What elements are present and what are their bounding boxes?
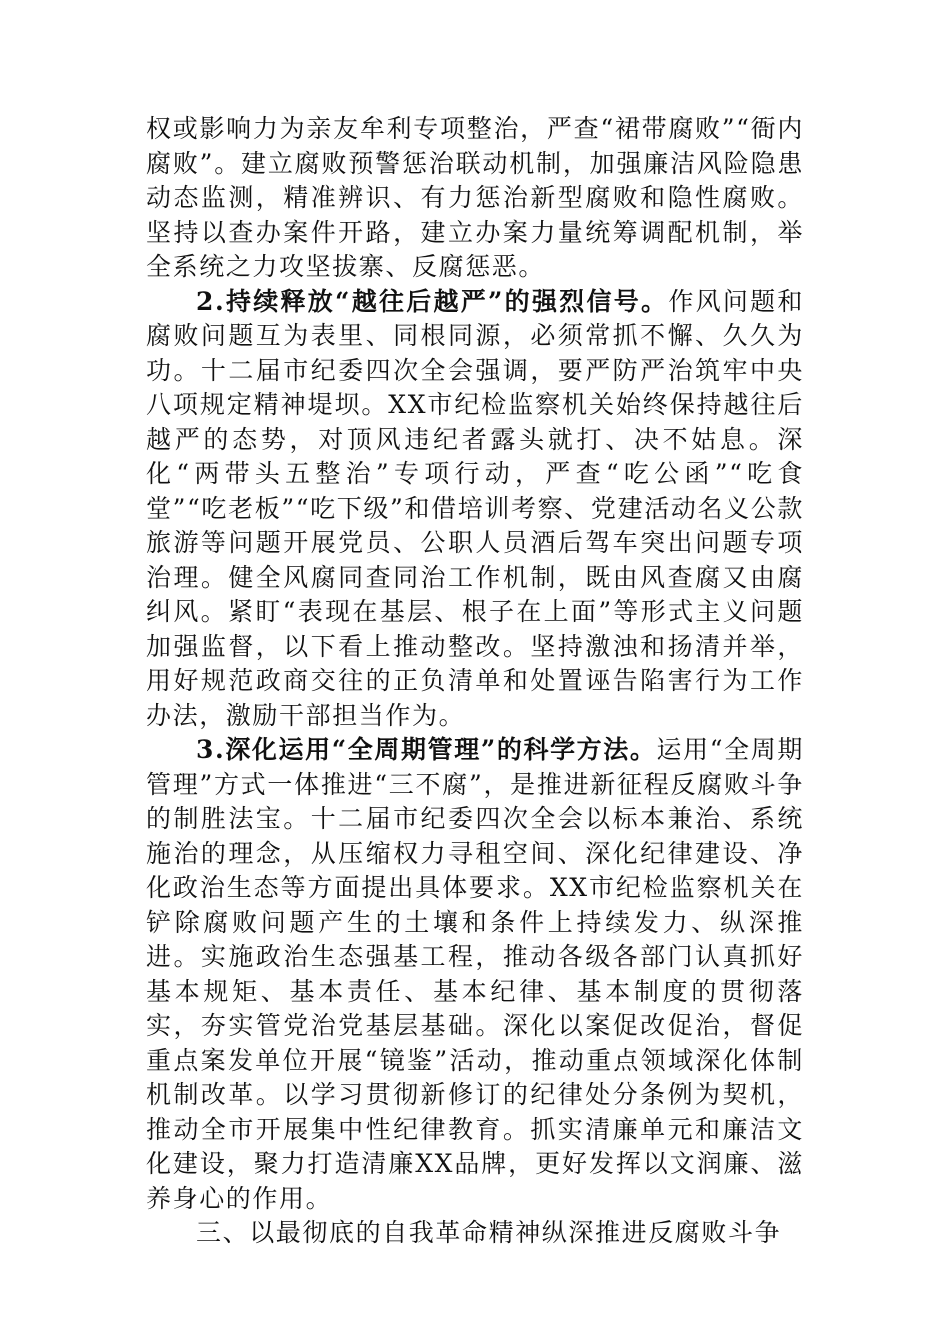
paragraph-section-3 [146, 733, 804, 1216]
section-heading: 三、以最彻底的自我革命精神纵深推进反腐败斗争 [196, 1218, 782, 1247]
paragraph-section-2 [146, 285, 804, 734]
paragraph-lead: 3.深化运用“全周期管理”的科学方法。 [196, 735, 657, 764]
paragraph-continued [146, 112, 804, 285]
paragraph-body: 作风问题和腐败问题互为表里、同根同源，必须常抓不懈、久久为功。十二届市纪委四次全会强调，要严防严治筑牢中央八项规定精神堤坝。XX市纪检监察机关始终保持越往后越严的态势，对顶风违纪者露头就打、决不姑息。深化“两带头五整治”专项行动，严查“吃公函”“吃食堂”“吃老板”“吃下级”和借培训考察、党建活动名义公款旅游等问题开展党员、公职人员酒后驾车突出问题专项治理。健全风腐同查同治工作机制，既由风查腐又由腐纠风。紧盯“表现在基层、根子在上面”等形式主义问题加强监督，以下看上推动整改。坚持激浊和扬清并举，用好规范政商交往的正负清单和处置诬告陷害行为工作办法，激励干部担当作为。 [146, 286, 804, 730]
paragraph-body: 运用“全周期管理”方式一体推进“三不腐”，是推进新征程反腐败斗争的制胜法宝。十二届市纪委四次全会以标本兼治、系统施治的理念，从压缩权力寻租空间、深化纪律建设、净化政治生态等方面提出具体要求。XX市纪检监察机关在铲除腐败问题产生的土壤和条件上持续发力、纵深推进。实施政治生态强基工程，推动各级各部门认真抓好基本规矩、基本责任、基本纪律、基本制度的贯彻落实，夯实管党治党基层基础。深化以案促改促治，督促重点案发单位开展“镜鉴”活动，推动重点领域深化体制机制改革。以学习贯彻新修订的纪律处分条例为契机，推动全市开展集中性纪律教育。抓实清廉单元和廉洁文化建设，聚力打造清廉XX品牌，更好发挥以文润廉、滋养身心的作用。 [146, 735, 804, 1213]
paragraph-body: 权或影响力为亲友牟利专项整治，严查“裙带腐败”“衙内腐败”。建立腐败预警惩治联动机制，加强廉洁风险隐患动态监测，精准辨识、有力惩治新型腐败和隐性腐败。坚持以查办案件开路，建立办案力量统筹调配机制，举全系统之力攻坚拔寨、反腐惩恶。 [146, 114, 804, 281]
paragraph-lead: 2.持续释放“越往后越严”的强烈信号。 [196, 286, 669, 316]
document-page [146, 112, 804, 1251]
